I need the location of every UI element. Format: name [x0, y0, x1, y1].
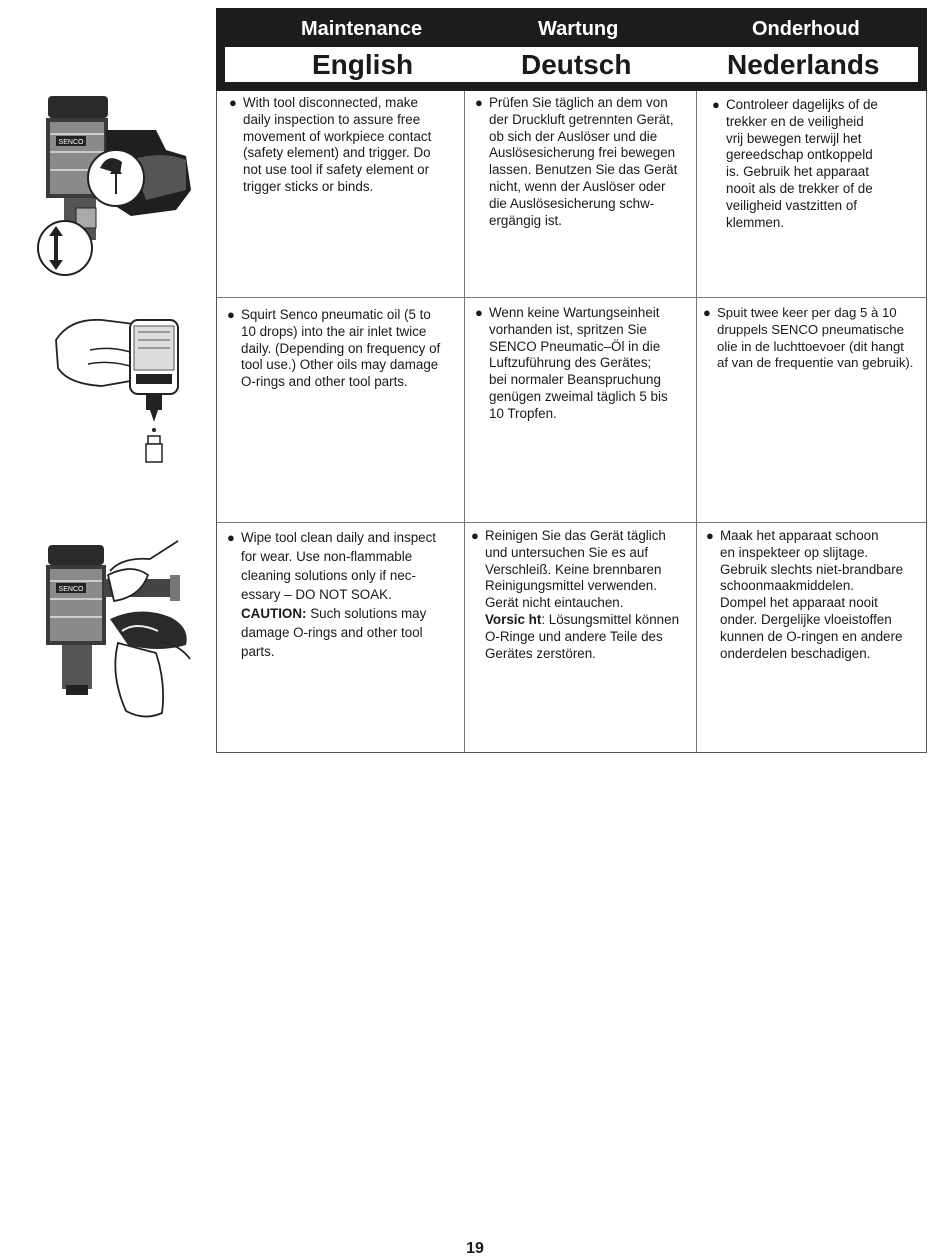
row-divider	[217, 297, 926, 298]
bullet-icon: ●	[712, 97, 720, 112]
header-section-english: Maintenance	[301, 18, 423, 40]
bullet-icon: ●	[227, 307, 235, 322]
row2-english-text: ● Squirt Senco pneumatic oil (5 to 10 drops) into the air inlet twice daily. (Depending on frequency of tool use.) Other oils may damage O-rings and other tool parts.	[227, 307, 441, 390]
row2-deutsch-text: ● Wenn keine Wartungseinheit vorhanden ist, spritzen Sie SENCO Pneumatic–Öl in die Luftzuführung des Gerätes; bei normaler Beanspruchung genügen zweimal täglich 5 bis 10 Tropfen.	[475, 305, 668, 421]
page-number: 19	[466, 1240, 484, 1257]
language-deutsch: Deutsch	[521, 49, 632, 80]
bullet-icon: ●	[227, 530, 235, 545]
row1-nederlands-text: ● Controleer dagelijks of de trekker en de veiligheid vrij bewegen terwijl het gereedschap ontkoppeld is. Gebruik het apparaat nooit als de trekker of de veiligheid vastzitten of klemmen.	[712, 97, 878, 230]
language-english: English	[312, 49, 414, 80]
row3-deutsch-text: ● Reinigen Sie das Gerät täglich und untersuchen Sie es auf Verschleiß. Keine brennbaren Reinigungsmittel verwenden. Gerät nicht eintauchen. Vorsic ht: Lösungsmittel können O-Ringe und andere Teile des Gerätes zerstören.	[471, 528, 680, 661]
bullet-icon: ●	[475, 305, 483, 320]
oil-bottle-hand-icon	[50, 310, 185, 465]
maintenance-table	[216, 91, 927, 753]
nailer-safety-contact-arrow-icon	[36, 90, 198, 280]
brand-label: SENCO	[58, 586, 84, 593]
bullet-icon: ●	[703, 305, 711, 320]
header-section-nederlands: Onderhoud	[752, 18, 860, 40]
header-section-deutsch: Wartung	[538, 18, 619, 40]
row1-english-text: ● With tool disconnected, make daily inspection to assure free movement of workpiece contact (safety element) and trigger. Do not use tool if safety element or trigger sticks or binds.	[229, 95, 432, 194]
row3-english-text: ● Wipe tool clean daily and inspect for wear. Use non-flammable cleaning solutions only if nec- essary – DO NOT SOAK. CAUTION: Such solutions may damage O-rings and other tool parts.	[227, 530, 437, 659]
column-divider	[464, 91, 465, 752]
brand-label: SENCO	[58, 139, 84, 146]
column-divider	[696, 91, 697, 752]
caution-label: CAUTION:	[241, 606, 307, 621]
table-header	[216, 8, 927, 91]
row3-nederlands-text: ● Maak het apparaat schoon en inspekteer op slijtage. Gebruik slechts niet-brandbare schoonmaakmiddelen. Dompel het apparaat nooit onder. Dergelijke vloeistoffen kunnen de O-ringen en andere onderdelen beschadigen.	[706, 528, 904, 661]
language-bar	[225, 47, 918, 82]
bullet-icon: ●	[229, 95, 237, 110]
bullet-icon: ●	[471, 528, 479, 543]
row-divider	[217, 522, 926, 523]
language-nederlands: Nederlands	[727, 49, 880, 80]
bullet-icon: ●	[706, 528, 714, 543]
bullet-icon: ●	[475, 95, 483, 110]
row1-deutsch-text: ● Prüfen Sie täglich an dem von der Druckluft getrennten Gerät, ob sich der Auslöser und die Auslösesicherung frei bewegen lassen. Benutzen Sie das Gerät nicht, wenn der Auslöser oder die Auslösesicherung schw- ergängig ist.	[475, 95, 678, 228]
row2-nederlands-text: ● Spuit twee keer per dag 5 à 10 druppels SENCO pneumatische olie in de luchttoevoer (dit hangt af van de frequentie van gebruik).	[703, 305, 914, 371]
caution-label: Vorsic ht	[485, 611, 542, 627]
nailer-wipe-cloth-icon	[40, 535, 195, 725]
